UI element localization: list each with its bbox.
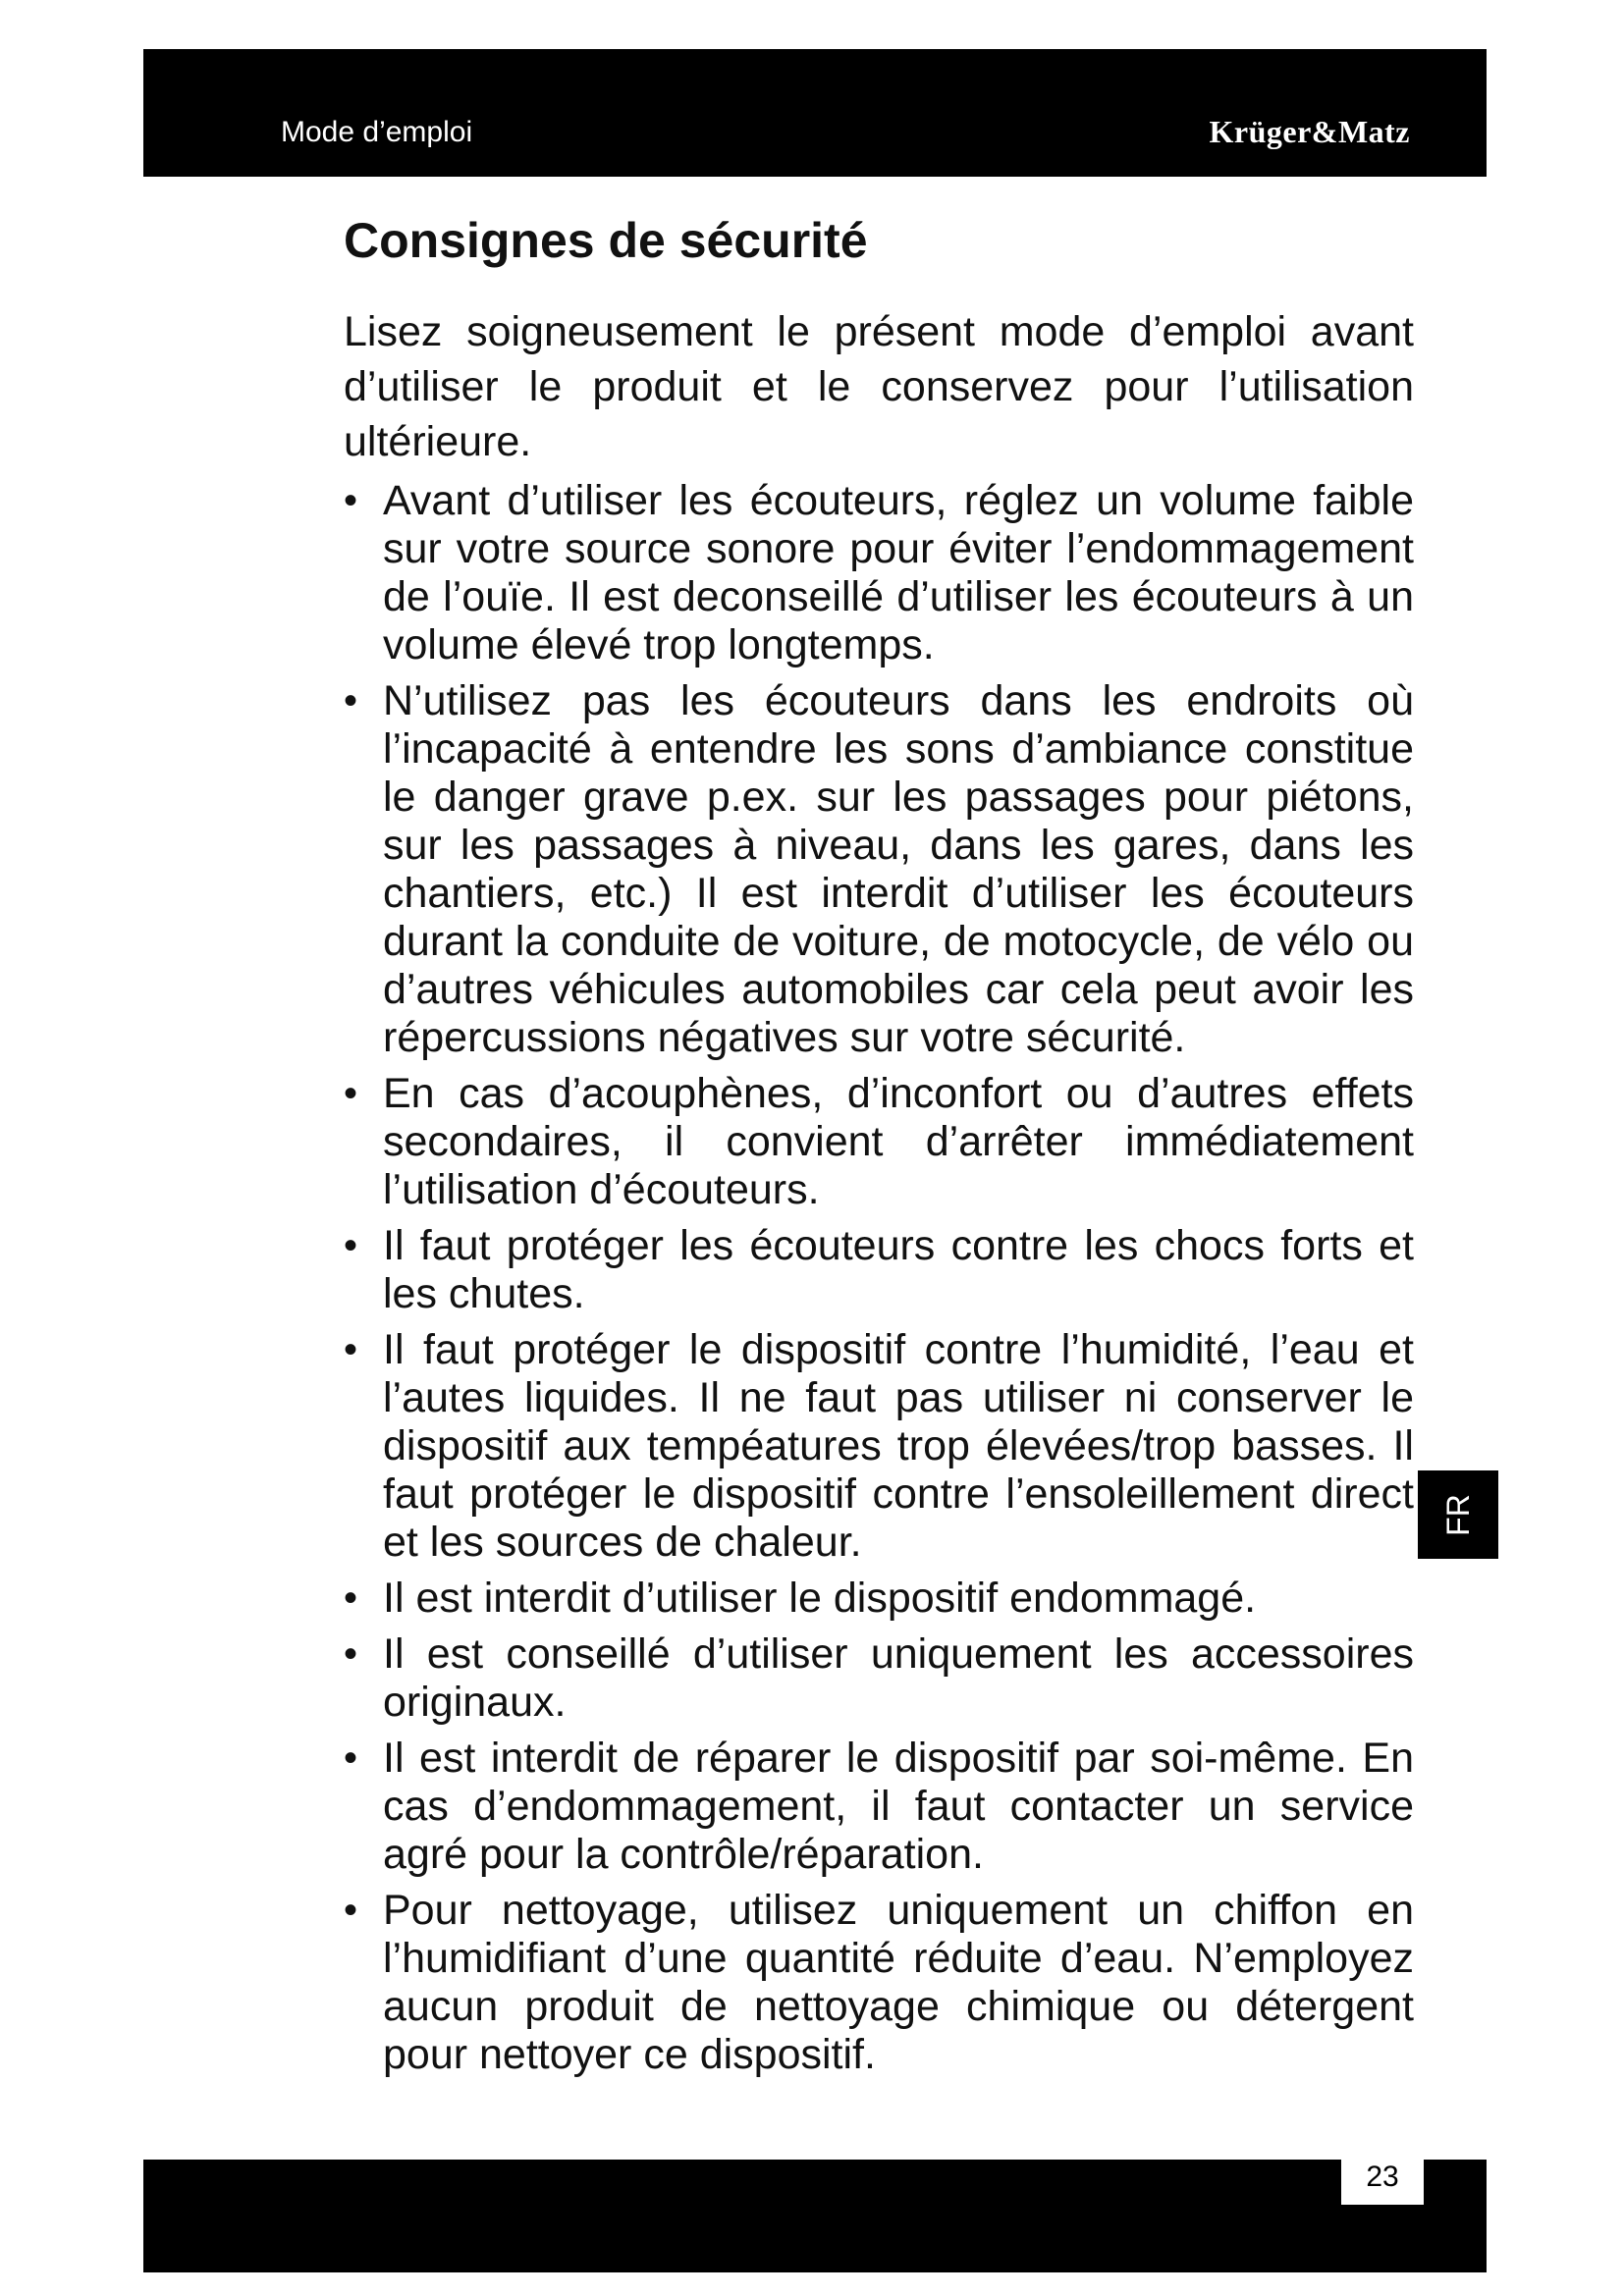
bullet-icon: • <box>344 1224 358 1267</box>
footer-bar <box>143 2160 1487 2272</box>
bullet-icon: • <box>344 1889 358 1932</box>
page-title: Consignes de sécurité <box>344 213 868 268</box>
bullet-icon: • <box>344 679 358 722</box>
bullet-icon: • <box>344 1072 358 1115</box>
list-item-text: N’utilisez pas les écouteurs dans les endroits où l’incapacité à entendre les sons d’ambiance constitue le danger grave p.ex. sur les passages pour piétons, sur les passages à niveau, dans les gares, dans les chantiers, etc.) Il est interdit d’utiliser les écouteurs durant la conduite de voiture, de motocycle, de vélo ou d’autres véhicules automobiles car cela peut avoir les répercussions négatives sur votre sécurité. <box>383 677 1414 1061</box>
list-item <box>344 1222 1414 1318</box>
bullet-icon: • <box>344 1328 358 1371</box>
safety-rules-list <box>344 477 1414 2079</box>
list-item-text: Il est interdit d’utiliser le dispositif endommagé. <box>383 1575 1257 1622</box>
main-content <box>344 206 1414 2087</box>
bullet-icon: • <box>344 1736 358 1780</box>
list-item-text: Avant d’utiliser les écouteurs, réglez un volume faible sur votre source sonore pour éviter l’endommagement de l’ouïe. Il est deconseillé d’utiliser les écouteurs à un volume élevé trop longtemps. <box>383 477 1414 668</box>
language-tab-label: FR <box>1439 1493 1476 1536</box>
page-number-box <box>1341 2150 1424 2205</box>
list-item-text: Il faut protéger le dispositif contre l’humidité, l’eau et l’autes liquides. Il ne faut pas utiliser ni conserver le dispositif aux tempéatures trop élevées/trop basses. Il faut protéger le dispositif contre l’ensoleillement direct et les sources de chaleur. <box>383 1326 1414 1566</box>
list-item <box>344 1887 1414 2079</box>
list-item <box>344 1070 1414 1214</box>
bullet-icon: • <box>344 1632 358 1676</box>
list-item <box>344 677 1414 1062</box>
bullet-icon: • <box>344 479 358 522</box>
header-title: Mode d’emploi <box>281 116 473 148</box>
brand-logo: Krüger&Matz <box>1209 114 1410 149</box>
list-item-text: Il est interdit de réparer le dispositif par soi-même. En cas d’endommagement, il faut contacter un service agré pour la contrôle/réparation. <box>383 1735 1414 1878</box>
list-item-text: Il faut protéger les écouteurs contre les chocs forts et les chutes. <box>383 1222 1414 1317</box>
list-item-text: Pour nettoyage, utilisez uniquement un chiffon en l’humidifiant d’une quantité réduite d’eau. N’employez aucun produit de nettoyage chimique ou détergent pour nettoyer ce dispositif. <box>383 1887 1414 2078</box>
page-number: 23 <box>1366 2161 1399 2193</box>
language-tab <box>1418 1470 1498 1559</box>
list-item <box>344 1326 1414 1567</box>
header-bar <box>143 49 1487 177</box>
list-item <box>344 1630 1414 1727</box>
intro-paragraph: Lisez soigneusement le présent mode d’emploi avant d’utiliser le produit et le conservez pour l’utilisation ultérieure. <box>344 308 1414 465</box>
list-item-text: En cas d’acouphènes, d’inconfort ou d’autres effets secondaires, il convient d’arrêter immédiatement l’utilisation d’écouteurs. <box>383 1070 1414 1213</box>
bullet-icon: • <box>344 1576 358 1620</box>
list-item <box>344 1575 1414 1623</box>
list-item <box>344 477 1414 669</box>
list-item-text: Il est conseillé d’utiliser uniquement les accessoires originaux. <box>383 1630 1414 1726</box>
list-item <box>344 1735 1414 1879</box>
